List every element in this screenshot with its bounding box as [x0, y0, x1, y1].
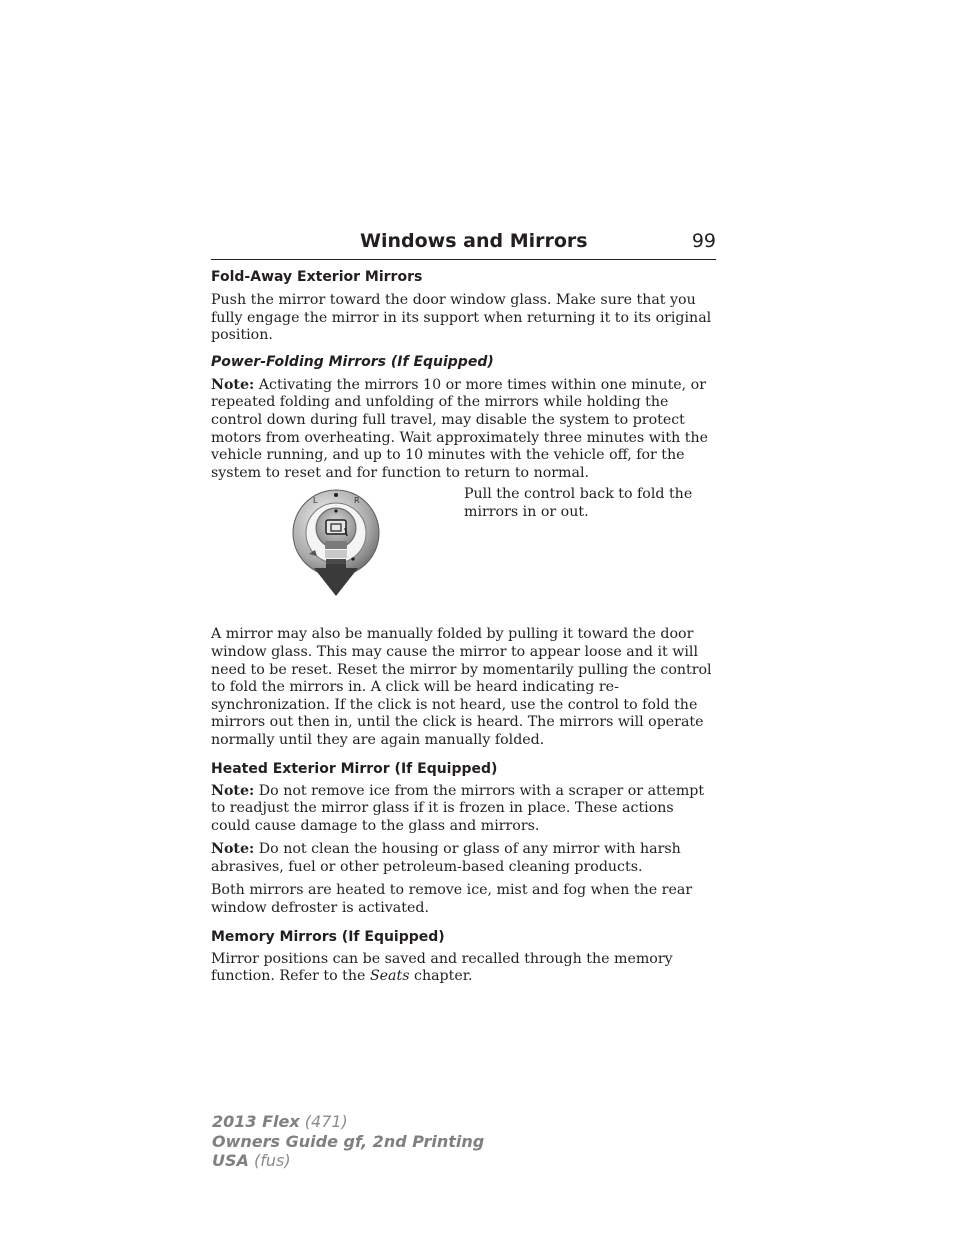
note-power-folding	[211, 377, 716, 483]
footer-region: USA	[212, 1151, 249, 1170]
footer-region-code: (fus)	[248, 1151, 291, 1170]
note-label: Note:	[211, 782, 255, 799]
heading-memory: Memory Mirrors (If Equipped)	[211, 928, 445, 945]
footer-line-1	[212, 1112, 484, 1132]
page-title: Windows and Mirrors	[360, 230, 588, 252]
mirror-fold-control-icon	[289, 488, 384, 608]
memory-text-end: chapter.	[409, 968, 473, 985]
heading-fold-away: Fold-Away Exterior Mirrors	[211, 269, 423, 285]
page-content	[211, 228, 716, 986]
figure-label-left: L	[313, 496, 318, 506]
paragraph-manual-fold: A mirror may also be manually folded by pulling it toward the door window glass. This may cause the mirror to appear loose and it will need to be reset. Reset the mirror by momentarily pulling the control to fold the mirrors in. A click will be heard indicating re-synchronization. If the click is not heard, use the control to fold the mirrors out then in, until the click is heard. The mirrors will operate normally until they are again manually folded.	[211, 626, 712, 748]
page-footer	[212, 1112, 484, 1171]
note-heated-2	[211, 841, 716, 876]
note-text: Do not remove ice from the mirrors with a scraper or attempt to readjust the mirror glass if it is frozen in place. These actions could cause damage to the glass and mirrors.	[211, 782, 705, 834]
figure-row	[211, 486, 716, 626]
note-text: Activating the mirrors 10 or more times within one minute, or repeated folding and unfolding of the mirrors while holding the control down during full travel, may disable the system to protect motors from overheating. Wait approximately three minutes with the vehicle running, and up to 10 minutes with the vehicle off, for the system to reset and for function to return to normal.	[211, 376, 709, 481]
footer-line-3	[212, 1151, 484, 1171]
page-number: 99	[691, 230, 716, 252]
footer-code: (471)	[299, 1112, 348, 1131]
seats-chapter-ref: Seats	[369, 968, 410, 985]
footer-guide: Owners Guide gf, 2nd Printing	[212, 1131, 485, 1151]
note-heated-1	[211, 783, 716, 836]
heading-power-folding: Power-Folding Mirrors (If Equipped)	[211, 353, 494, 370]
figure-label-right: R	[354, 496, 360, 506]
paragraph-memory	[211, 951, 716, 986]
note-text: Do not clean the housing or glass of any mirror with harsh abrasives, fuel or other petroleum-based cleaning products.	[211, 841, 681, 875]
page-header	[211, 228, 716, 260]
footer-line-2	[212, 1132, 484, 1152]
figure-caption: Pull the control back to fold the mirrors in or out.	[464, 486, 693, 520]
heading-heated: Heated Exterior Mirror (If Equipped)	[211, 760, 498, 777]
note-label: Note:	[211, 841, 255, 858]
note-label: Note:	[211, 376, 255, 393]
memory-text: Mirror positions can be saved and recalled through the memory function. Refer to the	[211, 950, 673, 985]
paragraph-fold-away: Push the mirror toward the door window glass. Make sure that you fully engage the mirror in its support when returning it to its original position.	[211, 292, 712, 344]
paragraph-heated: Both mirrors are heated to remove ice, mist and fog when the rear window defroster is activated.	[211, 882, 693, 917]
footer-model: 2013 Flex	[212, 1112, 300, 1131]
